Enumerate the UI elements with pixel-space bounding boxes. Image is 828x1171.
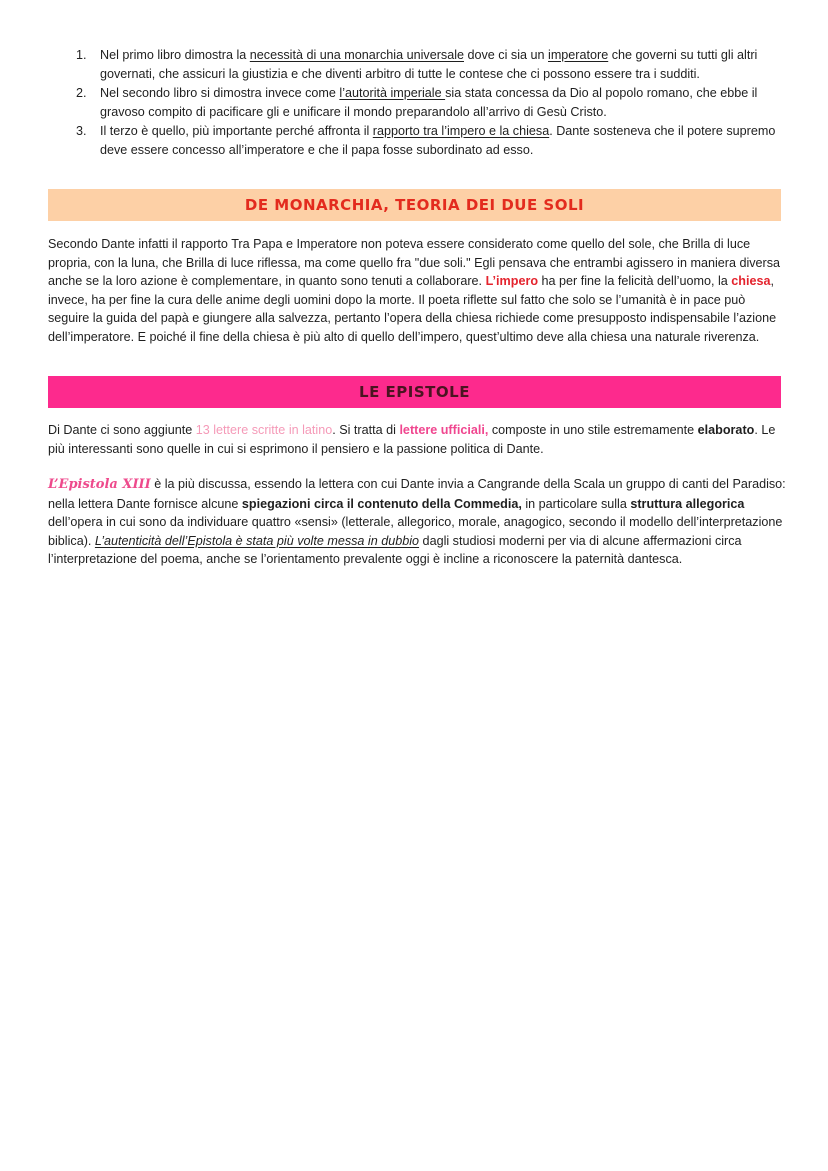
text: Di Dante ci sono aggiunte xyxy=(48,423,196,437)
text: che governi su tutti gli altri governati, che assicuri la giustizia e che diventi arbitro di tutte le contese che ci possono essere tra i sudditi. xyxy=(100,48,758,81)
italic-underlined-text: L’autenticità dell’Epistola è stata più volte messa in dubbio xyxy=(94,533,420,548)
text: Nel secondo libro si dimostra invece come xyxy=(100,86,340,100)
list-number: 2. xyxy=(76,86,87,100)
bold-text: struttura allegorica xyxy=(630,496,745,511)
epistola-xiii-label: L’Epistola XIII xyxy=(48,477,151,492)
list-number: 3. xyxy=(76,124,87,138)
text: sia stata concessa da Dio al popolo romano, che ebbe il gravoso compito di pacificare gli e unificare il mondo preparandolo all’arrivo di Gesù Cristo. xyxy=(100,86,758,119)
underlined-text: rapporto tra l’impero e la chiesa xyxy=(372,124,550,138)
text: dell’opera in cui sono da individuare quattro «sensi» (letterale, allegorico, morale, anagogico, secondo il modello dell’interpretazione biblica). xyxy=(48,515,783,548)
text: dove ci sia un xyxy=(464,48,549,62)
section-heading-epistole: LE EPISTOLE xyxy=(48,376,781,408)
underlined-text: imperatore xyxy=(548,48,609,62)
highlight-lettere-latino: 13 lettere scritte in latino xyxy=(195,423,333,437)
highlight-lettere-ufficiali: lettere ufficiali, xyxy=(399,423,489,437)
bold-elaborato: elaborato xyxy=(697,423,755,437)
text: . Dante sosteneva che il potere supremo deve essere concesso all’imperatore e che il papa fosse subordinato ad esso. xyxy=(100,124,776,157)
section-heading-de-monarchia: DE MONARCHIA, TEORIA DEI DUE SOLI xyxy=(48,189,781,221)
text: , invece, ha per fine la cura delle anime degli uomini dopo la morte. Il poeta riflette sul fatto che solo se l’umanità è in pace può seguire la guida del papà e giungere alla salvezza, pertanto l’opera della chiesa richiede come presupposto indispensabile l’azione dell’imperatore. E poiché il fine della chiesa è più alto di quello dell’impero, quest’ultimo deve alla chiesa una naturale riverenza. xyxy=(48,274,777,344)
list-item xyxy=(48,122,783,159)
list-number: 1. xyxy=(76,48,87,62)
text: Il terzo è quello, più importante perché affronta il xyxy=(100,124,373,138)
numbered-list xyxy=(48,46,783,160)
text: Secondo Dante infatti il rapporto Tra Papa e Imperatore non poteva essere considerato come quello del sole, che Brilla di luce propria, con la luna, che Brilla di luce riflessa, ma come quello fra "due soli." Egli pensava che entrambi agissero in maniera diversa anche se la loro azione è complementare, in quanto sono tenuti a collaborare. xyxy=(48,237,781,288)
list-item xyxy=(48,84,783,121)
text: . Le più interessanti sono quelle in cui si esprimono il pensiero e la passione politica di Dante. xyxy=(48,423,776,456)
text: Nel primo libro dimostra la xyxy=(100,48,250,62)
text: dagli studiosi moderni per via di alcune affermazioni circa l’interpretazione del poema, anche se l’orientamento prevalente oggi è incline a riconoscere la paternità dantesca. xyxy=(48,533,742,566)
text: composte in uno stile estremamente xyxy=(488,423,698,437)
paragraph-epistola-xiii xyxy=(48,475,788,569)
paragraph-due-soli xyxy=(48,235,788,346)
text: in particolare sulla xyxy=(521,496,631,511)
keyword-impero: L’impero xyxy=(485,274,539,288)
text: è la più discussa, essendo la lettera con cui Dante invia a Cangrande della Scala un gruppo di canti del Paradiso: nella lettera Dante fornisce alcune xyxy=(48,477,786,511)
paragraph-epistole-intro xyxy=(48,421,788,458)
keyword-chiesa: chiesa xyxy=(731,274,771,288)
list-item xyxy=(48,46,783,83)
text: . Si tratta di xyxy=(332,423,400,437)
bold-text: spiegazioni circa il contenuto della Commedia, xyxy=(241,496,522,511)
underlined-text: necessità di una monarchia universale xyxy=(249,48,464,62)
underlined-text: l’autorità imperiale xyxy=(339,86,446,100)
text: ha per fine la felicità dell’uomo, la xyxy=(538,274,732,288)
